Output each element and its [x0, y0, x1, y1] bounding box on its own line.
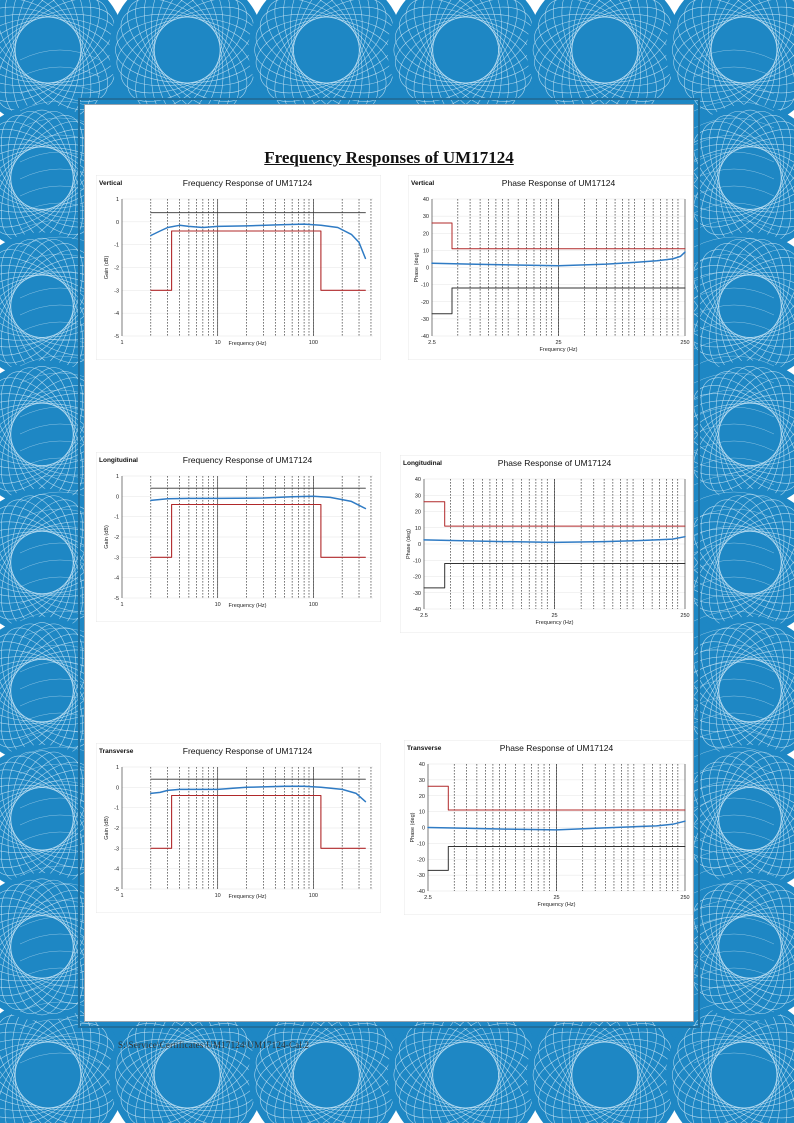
chart-transverse-gain: [96, 743, 381, 913]
y-tick-label: -4: [114, 866, 119, 873]
y-axis-title: Gain (dB): [104, 525, 110, 549]
y-tick-label: 40: [414, 477, 421, 483]
axis-orientation-label: Vertical: [99, 180, 123, 187]
y-tick-label: 30: [414, 493, 421, 500]
y-tick-label: 1: [115, 765, 119, 771]
page-title: Frequency Responses of UM17124: [264, 148, 514, 167]
y-tick-label: 0: [115, 219, 119, 226]
x-tick-label: 2.5: [420, 613, 428, 619]
y-tick-label: -3: [114, 288, 119, 295]
chart-vertical-gain: [96, 175, 381, 360]
y-tick-label: 0: [115, 494, 119, 501]
y-tick-label: -40: [421, 334, 429, 340]
y-axis-title: Gain (dB): [104, 816, 110, 840]
axis-orientation-label: Longitudinal: [403, 460, 442, 467]
y-tick-label: -40: [413, 607, 421, 613]
axis-orientation-label: Transverse: [407, 745, 442, 752]
x-tick-label: 2.5: [428, 340, 436, 346]
x-axis-title: Frequency (Hz): [228, 894, 267, 900]
y-tick-label: -20: [421, 299, 429, 306]
y-tick-label: -3: [114, 555, 119, 562]
y-tick-label: 20: [422, 231, 429, 238]
x-tick-label: 10: [214, 893, 221, 899]
y-tick-label: 1: [115, 197, 119, 203]
y-tick-label: 40: [418, 762, 425, 768]
x-tick-label: 1: [120, 340, 124, 346]
y-tick-label: 0: [425, 265, 429, 272]
y-axis-title: Phase (deg): [406, 529, 412, 559]
x-tick-label: 100: [308, 340, 318, 346]
y-tick-label: -3: [114, 846, 119, 853]
x-axis-title: Frequency (Hz): [535, 620, 574, 626]
y-tick-label: -20: [413, 574, 421, 581]
y-tick-label: -4: [114, 311, 119, 318]
y-tick-label: -2: [114, 826, 119, 832]
y-tick-label: 0: [417, 542, 421, 548]
x-tick-label: 1: [120, 602, 124, 608]
x-tick-label: 250: [680, 613, 690, 619]
x-axis-title: Frequency (Hz): [537, 902, 576, 908]
chart-transverse-phase: [404, 740, 693, 915]
chart-title: Frequency Response of UM17124: [182, 178, 313, 188]
x-tick-label: 250: [680, 895, 690, 901]
axis-orientation-label: Vertical: [411, 180, 435, 187]
y-tick-label: 0: [115, 785, 119, 792]
chart-longitudinal-phase: [400, 455, 693, 633]
y-tick-label: -30: [417, 873, 425, 880]
chart-title: Phase Response of UM17124: [501, 178, 616, 188]
y-tick-label: -2: [114, 265, 119, 272]
y-tick-label: -1: [114, 242, 119, 249]
x-tick-label: 25: [553, 895, 560, 901]
y-tick-label: -20: [417, 857, 425, 864]
y-tick-label: -5: [114, 596, 119, 602]
y-tick-label: 0: [421, 825, 425, 832]
y-axis-title: Gain (dB): [104, 255, 110, 280]
footer-path: S:\Service\Certificates\UM17124\UM17124-Cal.2: [118, 1040, 310, 1050]
x-tick-label: 10: [214, 602, 221, 608]
y-tick-label: -30: [413, 590, 421, 597]
y-tick-label: 30: [418, 777, 425, 784]
x-axis-title: Frequency (Hz): [228, 603, 267, 609]
chart-longitudinal-gain: [96, 452, 381, 622]
x-tick-label: 10: [214, 340, 221, 346]
chart-title: Phase Response of UM17124: [497, 458, 612, 468]
y-tick-label: 10: [422, 248, 429, 255]
chart-vertical-phase: [408, 175, 693, 360]
axis-orientation-label: Longitudinal: [99, 457, 138, 464]
y-tick-label: -30: [421, 316, 429, 323]
y-tick-label: 1: [115, 474, 119, 480]
y-tick-label: -5: [114, 887, 119, 893]
y-tick-label: 20: [418, 793, 425, 800]
y-tick-label: -2: [114, 535, 119, 541]
y-axis-title: Phase (deg): [410, 812, 416, 843]
y-tick-label: 10: [418, 809, 425, 816]
y-tick-label: -10: [417, 841, 425, 848]
y-tick-label: -40: [417, 889, 425, 895]
x-axis-title: Frequency (Hz): [539, 347, 578, 353]
x-tick-label: 100: [308, 602, 318, 608]
axis-orientation-label: Transverse: [99, 748, 134, 755]
y-tick-label: -10: [421, 282, 429, 289]
y-tick-label: 40: [422, 197, 429, 203]
x-tick-label: 25: [555, 340, 562, 346]
chart-title: Frequency Response of UM17124: [182, 746, 313, 756]
y-tick-label: -10: [413, 558, 421, 565]
x-tick-label: 2.5: [424, 895, 432, 901]
y-tick-label: 30: [422, 214, 429, 221]
y-tick-label: -4: [114, 575, 119, 582]
x-tick-label: 1: [120, 893, 124, 899]
x-tick-label: 100: [308, 893, 318, 899]
x-axis-title: Frequency (Hz): [228, 341, 267, 347]
y-tick-label: -5: [114, 334, 119, 340]
x-tick-label: 250: [680, 340, 690, 346]
y-tick-label: -1: [114, 514, 119, 521]
y-tick-label: 20: [414, 509, 421, 516]
y-tick-label: -1: [114, 805, 119, 812]
chart-title: Phase Response of UM17124: [499, 743, 614, 753]
y-axis-title: Phase (deg): [414, 252, 420, 283]
y-tick-label: 10: [414, 525, 421, 532]
chart-title: Frequency Response of UM17124: [182, 455, 313, 465]
x-tick-label: 25: [551, 613, 558, 619]
